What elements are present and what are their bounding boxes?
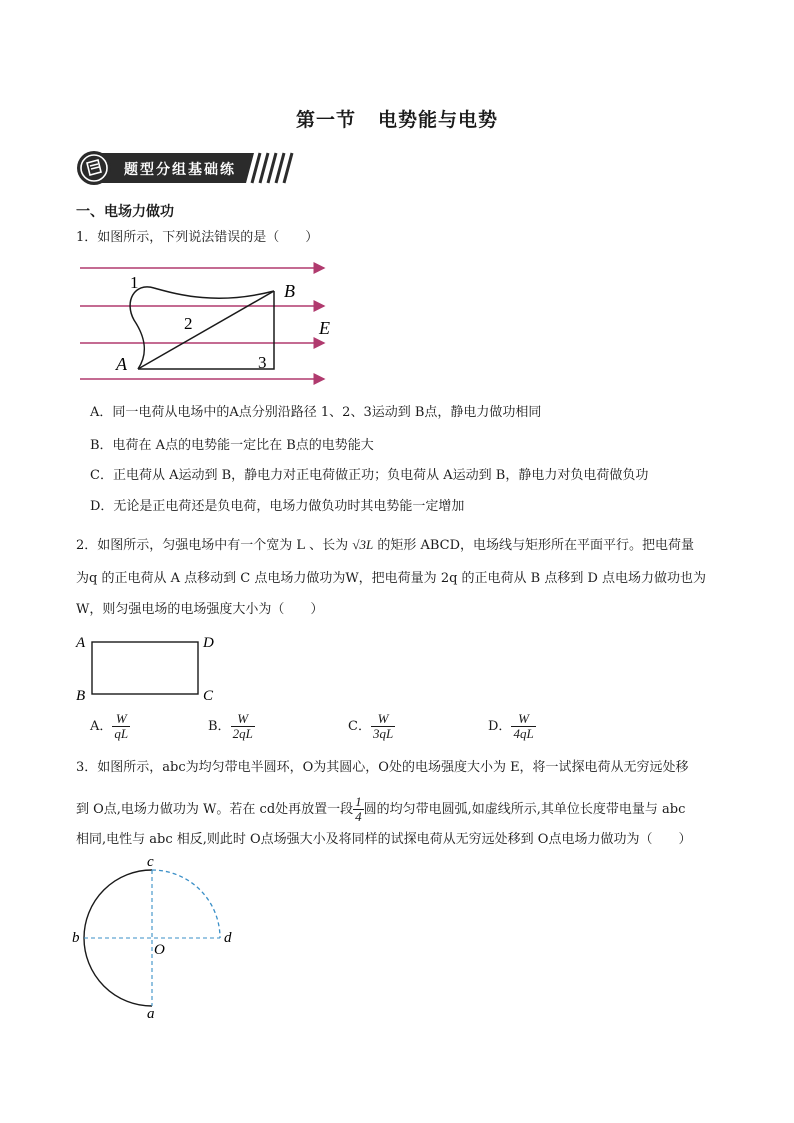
q2-option-d-prefix: D． — [488, 719, 512, 734]
page-title — [0, 105, 794, 132]
q2-option-a-prefix: A． — [90, 719, 113, 734]
label-point-a: A — [116, 354, 127, 374]
section-heading: 一、电场力做功 — [76, 204, 174, 220]
label-a: A — [76, 635, 86, 651]
q2-option-a — [90, 712, 130, 741]
quarter-arc-cd — [152, 870, 220, 938]
q3-line-2b: 圆的均匀带电圆弧,如虚线所示,其单位长度带电量与 abc — [363, 802, 686, 817]
q2-option-b-den: 2qL — [232, 726, 253, 741]
q2-figure — [72, 630, 222, 702]
q2-line-1a: 2．如图所示，匀强电场中有一个宽为 L 、长为 — [76, 538, 353, 553]
label-point-b: B — [284, 281, 295, 301]
q2-option-c-prefix: C． — [348, 719, 371, 734]
rectangle-abcd — [92, 642, 198, 694]
q3-frac-den: 4 — [355, 809, 362, 824]
q2-line-1b: 的矩形 ABCD，电场线与矩形所在平面平行。把电荷量 — [373, 538, 695, 553]
label-path-3: 3 — [258, 353, 267, 372]
q1-option-a: A．同一电荷从电场中的A点分别沿路径 1、2、3运动到 B点，静电力做功相同 — [90, 405, 542, 420]
q2-option-a-num: W — [115, 711, 127, 726]
label-b: B — [76, 688, 86, 702]
q2-option-b — [208, 712, 255, 741]
label-field-e: E — [319, 318, 330, 338]
q2-option-c-den: 3qL — [372, 726, 394, 741]
q1-option-d: D．无论是正电荷还是负电荷，电场力做负功时其电势能一定增加 — [90, 499, 465, 514]
path-1 — [130, 287, 274, 369]
q2-option-d — [488, 712, 536, 741]
q2-line-2: 为q 的正电荷从 A 点移动到 C 点电场力做功为W，把电荷量为 2q 的正电荷从 B 点移到 D 点电场力做功也为 — [76, 571, 707, 586]
label-b: b — [72, 930, 80, 946]
label-o: O — [154, 942, 165, 958]
q1-option-b: B．电荷在 A点的电势能一定比在 B点的电势能大 — [90, 438, 374, 453]
q3-line-2 — [76, 795, 685, 824]
q3-frac-num: 1 — [355, 794, 362, 809]
q3-figure — [62, 852, 252, 1022]
q2-option-b-frac — [231, 712, 255, 741]
banner-label: 题型分组基础练 — [124, 162, 236, 178]
q2-option-d-num: W — [518, 711, 529, 726]
q2-line-1 — [76, 536, 694, 555]
q3-line-3: 相同,电性与 abc 相反,则此时 O点场强大小及将同样的试探电荷从无穷远处移到 O点电场力做功为（ ） — [76, 832, 692, 847]
q1-stem: 1．如图所示，下列说法错误的是（ ） — [76, 230, 319, 245]
q2-option-b-prefix: B． — [208, 719, 231, 734]
label-d: D — [203, 635, 214, 651]
q3-line-1: 3．如图所示，abc为均匀带电半圆环，O为其圆心，O处的电场强度大小为 E，将一试探电荷从无穷远处移 — [76, 760, 689, 775]
q2-option-a-den: qL — [114, 726, 129, 741]
q2-option-b-num: W — [237, 711, 249, 726]
q1-option-c: C．正电荷从 A运动到 B，静电力对正电荷做正功；负电荷从 A运动到 B，静电力对负电荷做负功 — [90, 468, 649, 483]
label-d: d — [224, 930, 232, 946]
q2-option-c — [348, 712, 395, 741]
q2-option-d-frac — [511, 712, 535, 741]
title-part1: 第一节 — [295, 109, 356, 131]
label-path-2: 2 — [184, 314, 193, 333]
title-part2: 电势能与电势 — [378, 109, 499, 131]
label-path-1: 1 — [130, 273, 139, 292]
q3-quarter-frac — [353, 795, 364, 824]
q1-figure — [76, 258, 338, 390]
q2-sqrt: √3L — [352, 537, 374, 552]
q2-option-c-num: W — [377, 711, 389, 726]
q2-option-d-den: 4qL — [513, 726, 534, 741]
label-c: c — [147, 854, 154, 870]
path-2 — [138, 291, 274, 369]
label-c: C — [203, 688, 214, 702]
label-a: a — [147, 1006, 155, 1022]
q3-line-2a: 到 O点,电场力做功为 W。若在 cd处再放置一段 — [76, 802, 354, 817]
q2-option-a-frac — [112, 712, 130, 741]
q2-option-c-frac — [371, 712, 395, 741]
paths — [130, 287, 274, 369]
q2-line-3: W，则匀强电场的电场强度大小为（ ） — [76, 602, 324, 617]
